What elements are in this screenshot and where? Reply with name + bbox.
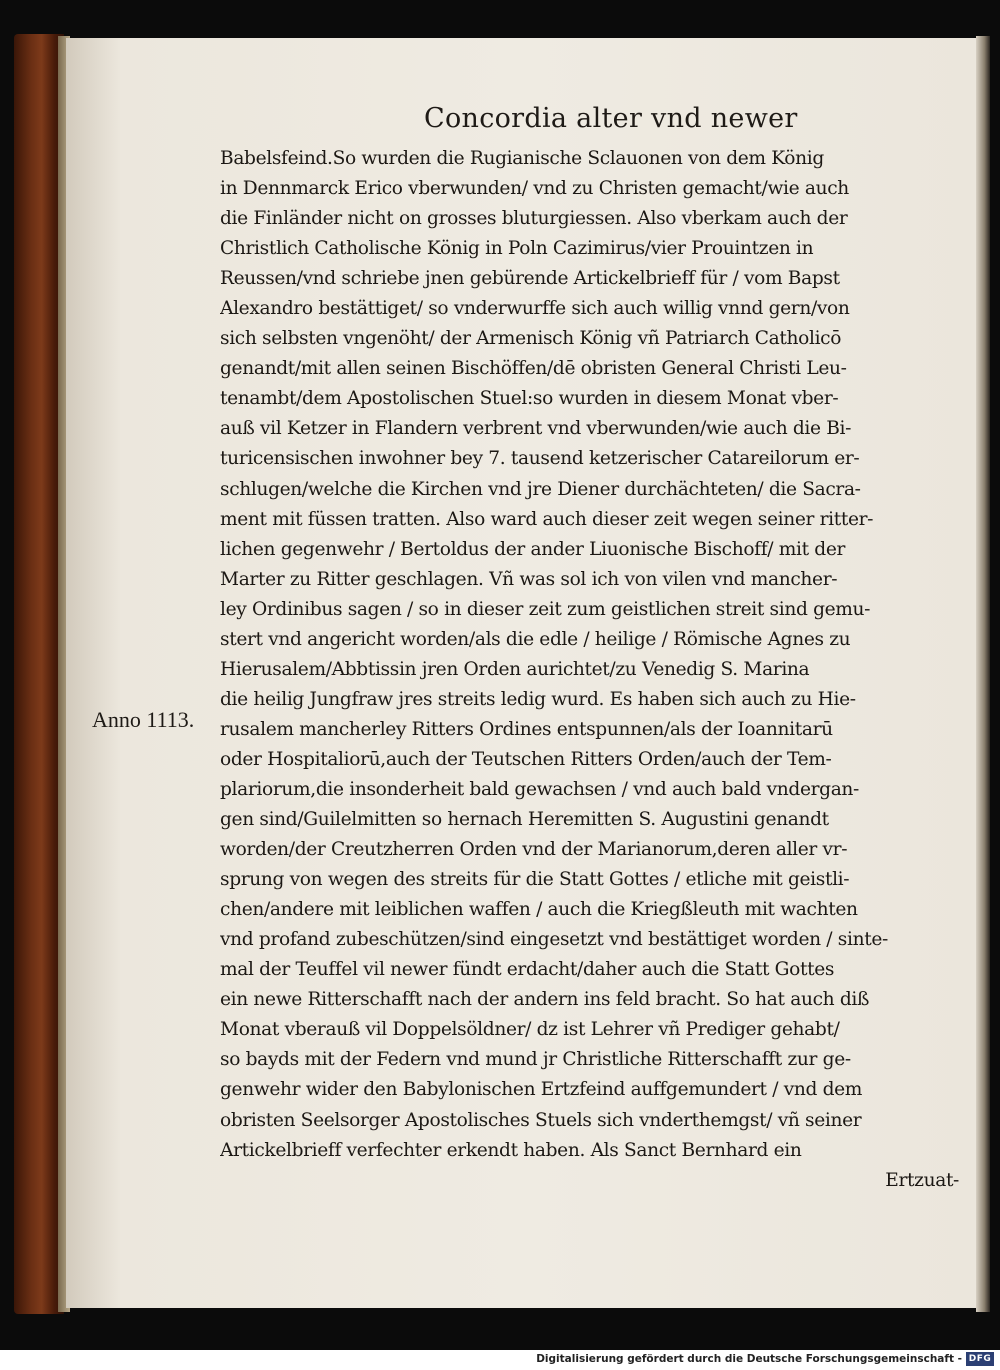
text-line: ment mit füssen tratten. Also ward auch dieser zeit wegen seiner ritter- — [220, 508, 874, 530]
text-line: Reussen/vnd schriebe jnen gebürende Artickelbrieff für / vom Bapst — [220, 268, 840, 290]
text-line: Alexandro bestättiget/ so vnderwurffe sich auch willig vnnd gern/von — [220, 298, 850, 320]
text-line: Artickelbrieff verfechter erkendt haben. Als Sanct Bernhard ein — [220, 1139, 802, 1161]
text-line: Monat vberauß vil Doppelsöldner/ dz ist Lehrer vñ Prediger gehabt/ — [220, 1019, 840, 1041]
text-line: mal der Teuffel vil newer fündt erdacht/daher auch die Statt Gottes — [220, 959, 835, 981]
text-line: chen/andere mit leiblichen waffen / auch die Kriegßleuth mit wachten — [220, 899, 858, 921]
dfg-logo: DFG — [966, 1352, 994, 1366]
running-head: Concordia alter vnd newer — [424, 103, 798, 134]
text-line: obristen Seelsorger Apostolisches Stuels sich vnderthemgst/ vñ seiner — [220, 1109, 862, 1131]
page-right-edge — [976, 36, 990, 1312]
text-line: turicensischen inwohner bey 7. tausend ketzerischer Catareilorum er- — [220, 448, 860, 470]
text-line: stert vnd angericht worden/als die edle / heilige / Römische Agnes zu — [220, 628, 851, 650]
text-line: worden/der Creutzherren Orden vnd der Marianorum,deren aller vr- — [220, 839, 848, 861]
text-line: ein newe Ritterschafft nach der andern ins feld bracht. So hat auch diß — [220, 989, 870, 1011]
text-line: Babelsfeind.So wurden die Rugianische Sclauonen von dem König — [220, 148, 824, 169]
text-line: sich selbsten vngenöht/ der Armenisch König vñ Patriarch Catholicō — [220, 328, 842, 350]
text-line: tenambt/dem Apostolischen Stuel:so wurden in diesem Monat vber- — [220, 388, 839, 410]
text-line: plariorum,die insonderheit bald gewachsen / vnd auch bald vndergan- — [220, 778, 859, 800]
text-line: in Dennmarck Erico vberwunden/ vnd zu Christen gemacht/wie auch — [220, 178, 849, 200]
text-line: schlugen/welche die Kirchen vnd jre Diener durchächteten/ die Sacra- — [220, 478, 861, 500]
text-line: Marter zu Ritter geschlagen. Vñ was sol ich von vilen vnd mancher- — [220, 568, 838, 590]
text-line: oder Hospitaliorū,auch der Teutschen Ritters Orden/auch der Tem- — [220, 748, 832, 770]
text-line: auß vil Ketzer in Flandern verbrent vnd vberwunden/wie auch die Bi- — [220, 418, 852, 440]
text-line: lichen gegenwehr / Bertoldus der ander Liuonische Bischoff/ mit der — [220, 538, 846, 560]
body-text — [220, 144, 965, 1196]
text-line: die Finländer nicht on grosses bluturgiessen. Also vberkam auch der — [220, 208, 848, 230]
catchword: Ertzuat- — [885, 1169, 959, 1191]
funding-notice: Digitalisierung gefördert durch die Deutsche Forschungsgemeinschaft - — [536, 1353, 962, 1365]
text-line: sprung von wegen des streits für die Statt Gottes / etliche mit geistli- — [220, 869, 850, 891]
text-line: die heilig Jungfraw jres streits ledig wurd. Es haben sich auch zu Hie- — [220, 688, 856, 710]
text-line: rusalem mancherley Ritters Ordines entspunnen/als der Ioannitarū — [220, 718, 833, 740]
text-line: genwehr wider den Babylonischen Ertzfeind auffgemundert / vnd dem — [220, 1079, 863, 1101]
text-line: gen sind/Guilelmitten so hernach Heremitten S. Augustini genandt — [220, 809, 829, 831]
margin-note-year: Anno 1113. — [92, 707, 195, 732]
text-line: Hierusalem/Abbtissin jren Orden aurichtet/zu Venedig S. Marina — [220, 658, 810, 680]
book-spine — [14, 34, 64, 1314]
text-line: Christlich Catholische König in Poln Cazimirus/vier Prouintzen in — [220, 238, 814, 260]
text-line: genandt/mit allen seinen Bischöffen/dē obristen General Christi Leu- — [220, 358, 847, 380]
text-line: vnd profand zubeschützen/sind eingesetzt vnd bestättiget worden / sinte- — [220, 929, 888, 951]
text-line: ley Ordinibus sagen / so in dieser zeit zum geistlichen streit sind gemu- — [220, 598, 871, 620]
text-line: so bayds mit der Federn vnd mund jr Christliche Ritterschafft zur ge- — [220, 1049, 851, 1071]
